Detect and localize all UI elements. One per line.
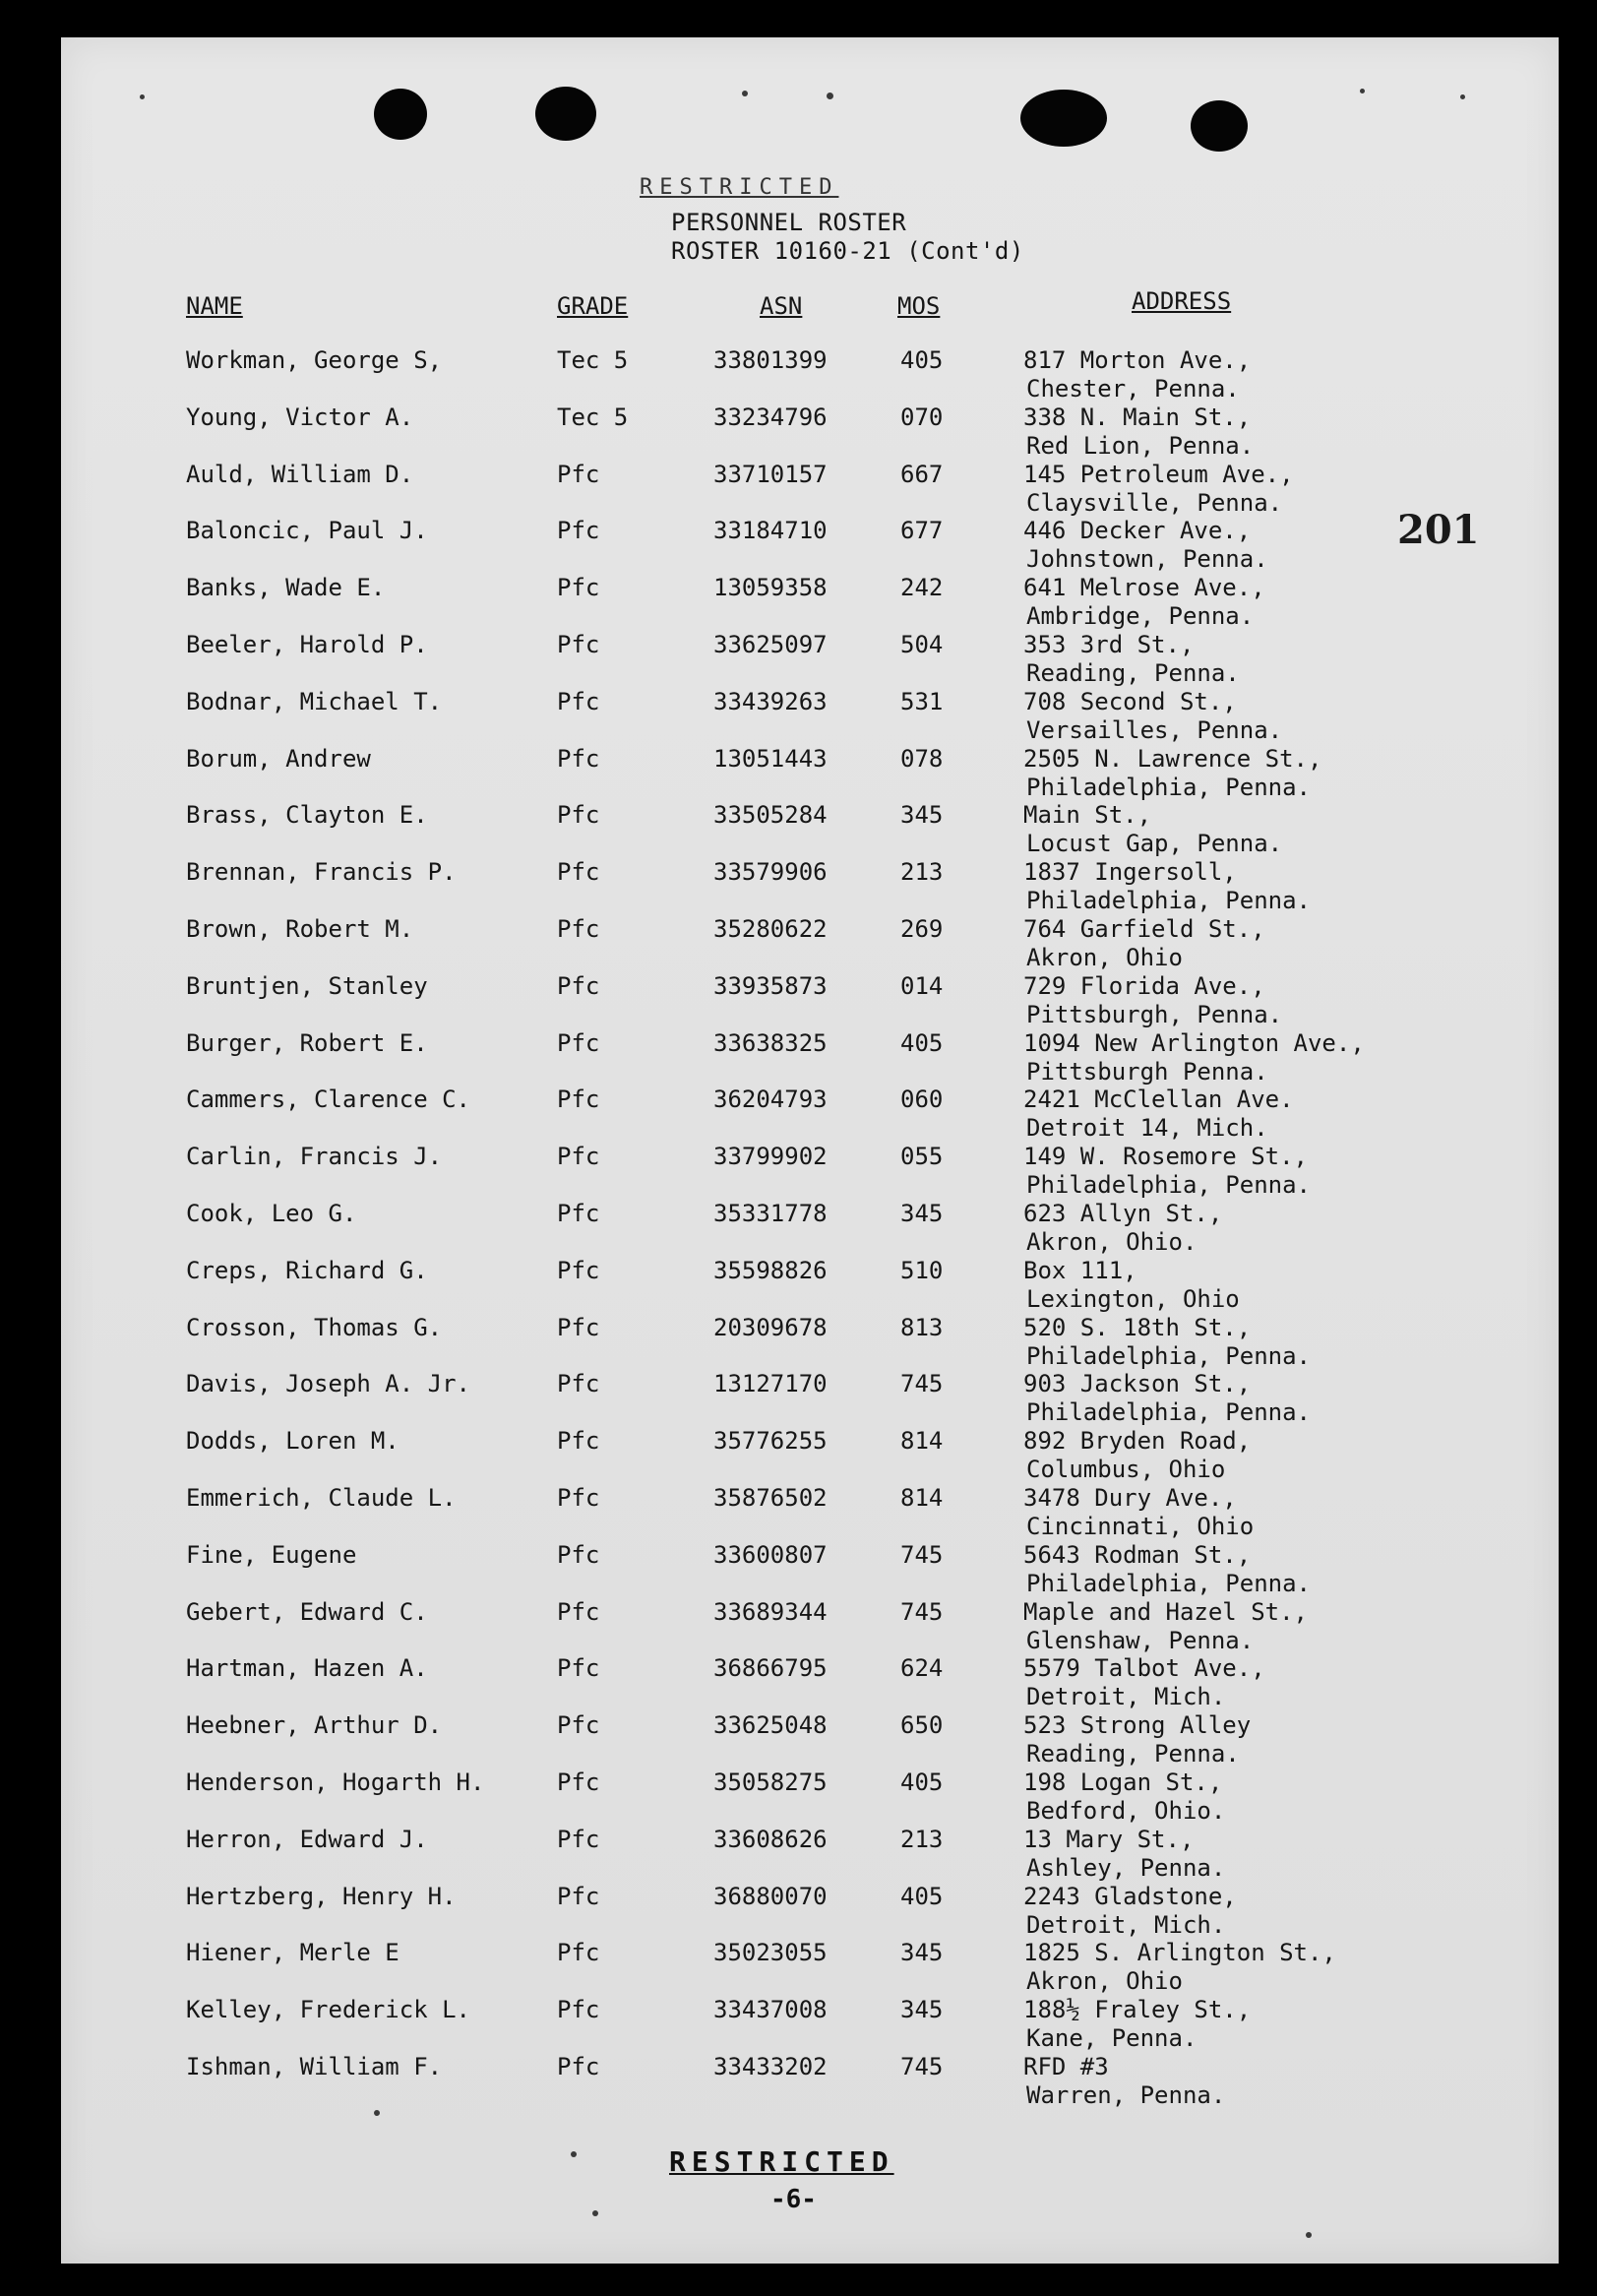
table-row: [0, 1826, 1597, 1883]
asn-cell: 33600807: [713, 1540, 828, 1569]
name-cell: Young, Victor A.: [186, 403, 414, 431]
speck: [1460, 94, 1465, 99]
punch-hole: [374, 89, 427, 140]
grade-cell: Pfc: [557, 1256, 600, 1284]
grade-cell: Pfc: [557, 1654, 600, 1683]
grade-cell: Pfc: [557, 2053, 600, 2080]
name-cell: Gebert, Edward C.: [186, 1597, 428, 1626]
address-line1-cell: 523 Strong Alley: [1023, 1711, 1252, 1740]
asn-cell: 33184710: [713, 517, 828, 545]
grade-cell: Tec 5: [557, 346, 629, 374]
name-cell: Brass, Clayton E.: [186, 801, 428, 830]
mos-cell: 624: [900, 1654, 944, 1683]
asn-cell: 33439263: [713, 687, 828, 715]
speck: [1306, 2232, 1312, 2238]
table-row: [0, 1143, 1597, 1200]
address-line1-cell: 708 Second St.,: [1023, 687, 1237, 715]
mos-cell: 213: [900, 1825, 944, 1853]
grade-cell: Tec 5: [557, 403, 629, 431]
address-line2-cell: Philadelphia, Penna.: [1026, 887, 1311, 915]
table-row: [0, 1484, 1597, 1541]
grade-cell: Pfc: [557, 1484, 600, 1512]
address-line1-cell: 892 Bryden Road,: [1023, 1427, 1252, 1456]
mos-cell: 405: [900, 1882, 944, 1910]
asn-cell: 35876502: [713, 1484, 828, 1512]
name-cell: Beeler, Harold P.: [186, 631, 428, 658]
asn-cell: 33638325: [713, 1028, 828, 1057]
asn-cell: 33689344: [713, 1597, 828, 1626]
grade-cell: Pfc: [557, 915, 600, 943]
table-row: [0, 1427, 1597, 1484]
table-row: [0, 1654, 1597, 1711]
name-cell: Creps, Richard G.: [186, 1256, 428, 1284]
speck: [742, 91, 748, 96]
address-line2-cell: Pittsburgh Penna.: [1026, 1057, 1268, 1086]
address-line1-cell: 338 N. Main St.,: [1023, 403, 1252, 431]
asn-cell: 36880070: [713, 1882, 828, 1910]
mos-cell: 667: [900, 460, 944, 488]
name-cell: Brown, Robert M.: [186, 915, 414, 943]
mos-cell: 814: [900, 1427, 944, 1456]
mos-cell: 078: [900, 744, 944, 773]
address-line1-cell: 2421 McClellan Ave.: [1023, 1086, 1294, 1114]
address-line2-cell: Red Lion, Penna.: [1026, 431, 1255, 460]
grade-cell: Pfc: [557, 1711, 600, 1740]
mos-cell: 055: [900, 1143, 944, 1171]
table-row: [0, 1598, 1597, 1655]
asn-cell: 33710157: [713, 460, 828, 488]
address-line2-cell: Philadelphia, Penna.: [1026, 1569, 1311, 1597]
address-line1-cell: 764 Garfield St.,: [1023, 915, 1265, 943]
table-row: [0, 574, 1597, 631]
address-line2-cell: Reading, Penna.: [1026, 1740, 1240, 1769]
address-line1-cell: 729 Florida Ave.,: [1023, 971, 1265, 1000]
grade-cell: Pfc: [557, 460, 600, 488]
address-line1-cell: 2243 Gladstone,: [1023, 1882, 1237, 1910]
grade-cell: Pfc: [557, 1370, 600, 1398]
speck: [374, 2110, 380, 2116]
address-line1-cell: RFD #3: [1023, 2053, 1109, 2080]
column-header-address: ADDRESS: [1132, 287, 1232, 315]
grade-cell: Pfc: [557, 858, 600, 887]
asn-cell: 33935873: [713, 971, 828, 1000]
table-row: [0, 1939, 1597, 1996]
address-line1-cell: 1837 Ingersoll,: [1023, 858, 1237, 887]
name-cell: Dodds, Loren M.: [186, 1427, 399, 1456]
name-cell: Hartman, Hazen A.: [186, 1654, 428, 1683]
asn-cell: 36204793: [713, 1086, 828, 1114]
name-cell: Baloncic, Paul J.: [186, 517, 428, 545]
name-cell: Ishman, William F.: [186, 2053, 443, 2080]
grade-cell: Pfc: [557, 1540, 600, 1569]
column-header-asn: ASN: [760, 292, 803, 320]
grade-cell: Pfc: [557, 971, 600, 1000]
asn-cell: 33625097: [713, 631, 828, 658]
document-subtitle: ROSTER 10160-21 (Cont'd): [671, 237, 1024, 265]
name-cell: Bodnar, Michael T.: [186, 687, 443, 715]
table-row: [0, 972, 1597, 1029]
table-row: [0, 1996, 1597, 2053]
grade-cell: Pfc: [557, 1313, 600, 1341]
name-cell: Emmerich, Claude L.: [186, 1484, 457, 1512]
table-row: [0, 1200, 1597, 1257]
address-line1-cell: 446 Decker Ave.,: [1023, 517, 1252, 545]
mos-cell: 405: [900, 1028, 944, 1057]
address-line1-cell: 5579 Talbot Ave.,: [1023, 1654, 1265, 1683]
address-line1-cell: 353 3rd St.,: [1023, 631, 1195, 658]
address-line1-cell: 623 Allyn St.,: [1023, 1200, 1223, 1227]
speck: [827, 93, 833, 99]
side-stamp: 201: [1397, 507, 1480, 553]
name-cell: Kelley, Frederick L.: [186, 1996, 470, 2024]
document-title: PERSONNEL ROSTER: [671, 209, 907, 236]
classification-bottom: RESTRICTED: [669, 2145, 894, 2178]
grade-cell: Pfc: [557, 1143, 600, 1171]
address-line1-cell: 641 Melrose Ave.,: [1023, 574, 1265, 602]
punch-hole: [1191, 100, 1248, 152]
asn-cell: 35280622: [713, 915, 828, 943]
asn-cell: 13059358: [713, 574, 828, 602]
name-cell: Brennan, Francis P.: [186, 858, 457, 887]
mos-cell: 070: [900, 403, 944, 431]
address-line1-cell: Maple and Hazel St.,: [1023, 1597, 1308, 1626]
address-line2-cell: Glenshaw, Penna.: [1026, 1626, 1255, 1654]
address-line1-cell: 145 Petroleum Ave.,: [1023, 460, 1294, 488]
table-row: [0, 1711, 1597, 1769]
name-cell: Borum, Andrew: [186, 744, 371, 773]
asn-cell: 13127170: [713, 1370, 828, 1398]
grade-cell: Pfc: [557, 1769, 600, 1796]
asn-cell: 13051443: [713, 744, 828, 773]
punch-hole: [535, 87, 596, 141]
asn-cell: 33799902: [713, 1143, 828, 1171]
mos-cell: 345: [900, 801, 944, 830]
address-line1-cell: 3478 Dury Ave.,: [1023, 1484, 1237, 1512]
punch-hole: [1020, 90, 1107, 147]
grade-cell: Pfc: [557, 574, 600, 602]
address-line2-cell: Akron, Ohio: [1026, 1967, 1183, 1996]
grade-cell: Pfc: [557, 1028, 600, 1057]
mos-cell: 650: [900, 1711, 944, 1740]
name-cell: Cammers, Clarence C.: [186, 1086, 470, 1114]
name-cell: Henderson, Hogarth H.: [186, 1769, 485, 1796]
speck: [592, 2210, 598, 2216]
asn-cell: 33505284: [713, 801, 828, 830]
table-row: [0, 1541, 1597, 1598]
grade-cell: Pfc: [557, 1427, 600, 1456]
mos-cell: 510: [900, 1256, 944, 1284]
asn-cell: 35776255: [713, 1427, 828, 1456]
name-cell: Davis, Joseph A. Jr.: [186, 1370, 470, 1398]
table-row: [0, 858, 1597, 915]
name-cell: Fine, Eugene: [186, 1540, 357, 1569]
table-row: [0, 346, 1597, 403]
address-line1-cell: 188½ Fraley St.,: [1023, 1996, 1252, 2024]
address-line2-cell: Lexington, Ohio: [1026, 1284, 1240, 1313]
mos-cell: 345: [900, 1939, 944, 1967]
address-line2-cell: Detroit 14, Mich.: [1026, 1114, 1268, 1143]
table-row: [0, 915, 1597, 972]
asn-cell: 35058275: [713, 1769, 828, 1796]
grade-cell: Pfc: [557, 631, 600, 658]
address-line2-cell: Detroit, Mich.: [1026, 1910, 1226, 1939]
table-row: [0, 1314, 1597, 1371]
name-cell: Workman, George S,: [186, 346, 443, 374]
address-line1-cell: 1094 New Arlington Ave.,: [1023, 1028, 1365, 1057]
address-line2-cell: Ambridge, Penna.: [1026, 602, 1255, 631]
name-cell: Herron, Edward J.: [186, 1825, 428, 1853]
address-line1-cell: 520 S. 18th St.,: [1023, 1313, 1252, 1341]
mos-cell: 745: [900, 1370, 944, 1398]
name-cell: Bruntjen, Stanley: [186, 971, 428, 1000]
grade-cell: Pfc: [557, 687, 600, 715]
mos-cell: 213: [900, 858, 944, 887]
column-header-grade: GRADE: [557, 292, 629, 320]
address-line2-cell: Pittsburgh, Penna.: [1026, 1000, 1283, 1028]
name-cell: Carlin, Francis J.: [186, 1143, 443, 1171]
address-line2-cell: Kane, Penna.: [1026, 2024, 1198, 2053]
table-row: [0, 403, 1597, 461]
mos-cell: 060: [900, 1086, 944, 1114]
address-line1-cell: 149 W. Rosemore St.,: [1023, 1143, 1308, 1171]
grade-cell: Pfc: [557, 517, 600, 545]
grade-cell: Pfc: [557, 1597, 600, 1626]
table-row: [0, 631, 1597, 688]
mos-cell: 242: [900, 574, 944, 602]
mos-cell: 345: [900, 1996, 944, 2024]
name-cell: Burger, Robert E.: [186, 1028, 428, 1057]
table-row: [0, 801, 1597, 858]
asn-cell: 33608626: [713, 1825, 828, 1853]
mos-cell: 405: [900, 346, 944, 374]
grade-cell: Pfc: [557, 1825, 600, 1853]
table-row: [0, 1370, 1597, 1427]
address-line2-cell: Bedford, Ohio.: [1026, 1797, 1226, 1825]
speck: [1360, 89, 1365, 93]
address-line1-cell: 903 Jackson St.,: [1023, 1370, 1252, 1398]
address-line1-cell: 5643 Rodman St.,: [1023, 1540, 1252, 1569]
name-cell: Banks, Wade E.: [186, 574, 386, 602]
table-row: [0, 517, 1597, 574]
address-line2-cell: Warren, Penna.: [1026, 2081, 1226, 2109]
address-line2-cell: Reading, Penna.: [1026, 659, 1240, 687]
address-line1-cell: 13 Mary St.,: [1023, 1825, 1195, 1853]
address-line2-cell: Philadelphia, Penna.: [1026, 1341, 1311, 1370]
page-number: -6-: [770, 2185, 817, 2214]
mos-cell: 745: [900, 2053, 944, 2080]
asn-cell: 33801399: [713, 346, 828, 374]
asn-cell: 20309678: [713, 1313, 828, 1341]
name-cell: Heebner, Arthur D.: [186, 1711, 443, 1740]
address-line1-cell: Main St.,: [1023, 801, 1152, 830]
asn-cell: 33437008: [713, 1996, 828, 2024]
mos-cell: 345: [900, 1200, 944, 1227]
table-row: [0, 461, 1597, 518]
mos-cell: 405: [900, 1769, 944, 1796]
grade-cell: Pfc: [557, 1086, 600, 1114]
name-cell: Auld, William D.: [186, 460, 414, 488]
address-line2-cell: Chester, Penna.: [1026, 375, 1240, 403]
grade-cell: Pfc: [557, 744, 600, 773]
mos-cell: 813: [900, 1313, 944, 1341]
table-row: [0, 688, 1597, 745]
mos-cell: 745: [900, 1597, 944, 1626]
table-row: [0, 1029, 1597, 1086]
address-line2-cell: Philadelphia, Penna.: [1026, 773, 1311, 801]
grade-cell: Pfc: [557, 1939, 600, 1967]
asn-cell: 33234796: [713, 403, 828, 431]
table-row: [0, 2053, 1597, 2110]
classification-top: RESTRICTED: [640, 175, 839, 200]
asn-cell: 33433202: [713, 2053, 828, 2080]
grade-cell: Pfc: [557, 1882, 600, 1910]
table-row: [0, 1086, 1597, 1143]
asn-cell: 36866795: [713, 1654, 828, 1683]
mos-cell: 269: [900, 915, 944, 943]
address-line1-cell: 817 Morton Ave.,: [1023, 346, 1252, 374]
asn-cell: 35598826: [713, 1256, 828, 1284]
column-header-mos: MOS: [897, 292, 941, 320]
address-line2-cell: Versailles, Penna.: [1026, 715, 1283, 744]
address-line2-cell: Columbus, Ohio: [1026, 1456, 1226, 1484]
asn-cell: 33625048: [713, 1711, 828, 1740]
address-line2-cell: Johnstown, Penna.: [1026, 545, 1268, 574]
asn-cell: 35023055: [713, 1939, 828, 1967]
name-cell: Cook, Leo G.: [186, 1200, 357, 1227]
mos-cell: 677: [900, 517, 944, 545]
address-line2-cell: Detroit, Mich.: [1026, 1683, 1226, 1711]
address-line2-cell: Philadelphia, Penna.: [1026, 1398, 1311, 1427]
column-header-name: NAME: [186, 292, 243, 320]
address-line2-cell: Ashley, Penna.: [1026, 1853, 1226, 1882]
grade-cell: Pfc: [557, 1200, 600, 1227]
mos-cell: 745: [900, 1540, 944, 1569]
name-cell: Hiener, Merle E: [186, 1939, 399, 1967]
table-row: [0, 745, 1597, 802]
address-line2-cell: Cincinnati, Ohio: [1026, 1513, 1255, 1540]
grade-cell: Pfc: [557, 801, 600, 830]
mos-cell: 814: [900, 1484, 944, 1512]
address-line2-cell: Claysville, Penna.: [1026, 488, 1283, 517]
name-cell: Crosson, Thomas G.: [186, 1313, 443, 1341]
address-line1-cell: 2505 N. Lawrence St.,: [1023, 744, 1322, 773]
table-row: [0, 1883, 1597, 1940]
speck: [571, 2151, 577, 2157]
speck: [140, 94, 145, 99]
address-line1-cell: Box 111,: [1023, 1256, 1137, 1284]
address-line2-cell: Philadelphia, Penna.: [1026, 1171, 1311, 1200]
address-line1-cell: 198 Logan St.,: [1023, 1769, 1223, 1796]
mos-cell: 014: [900, 971, 944, 1000]
table-row: [0, 1257, 1597, 1314]
table-row: [0, 1769, 1597, 1826]
asn-cell: 35331778: [713, 1200, 828, 1227]
address-line1-cell: 1825 S. Arlington St.,: [1023, 1939, 1336, 1967]
name-cell: Hertzberg, Henry H.: [186, 1882, 457, 1910]
address-line2-cell: Locust Gap, Penna.: [1026, 830, 1283, 858]
address-line2-cell: Akron, Ohio: [1026, 944, 1183, 971]
mos-cell: 504: [900, 631, 944, 658]
address-line2-cell: Akron, Ohio.: [1026, 1228, 1198, 1256]
asn-cell: 33579906: [713, 858, 828, 887]
mos-cell: 531: [900, 687, 944, 715]
grade-cell: Pfc: [557, 1996, 600, 2024]
